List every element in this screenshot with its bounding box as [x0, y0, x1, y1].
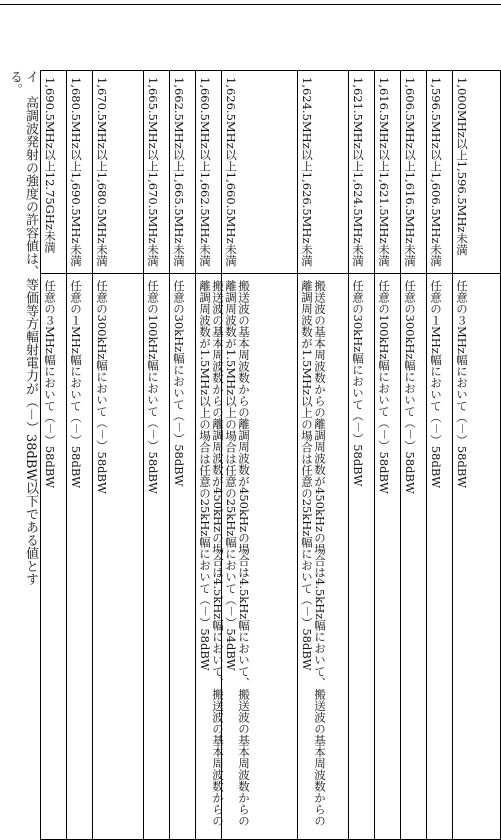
limit-row: [41, 273, 501, 839]
spurious-emission-table: [40, 70, 501, 840]
emission-limit-cell: 搬送波の基本周波数からの離調周波数が450kHzの場合は4.5kHz幅において、搬送波の基本周波数からの離調周波数が1.5MHz以上の場合は任意の25kHz幅において（－）54dBW: [222, 274, 252, 839]
frequency-range-cell: 1,621.5MHz以上1,624.5MHz未満: [349, 71, 366, 273]
frequency-range-cell: 1,616.5MHz以上1,621.5MHz未満: [375, 71, 392, 273]
frequency-range-cell: 1,000MHz以上1,596.5MHz未満: [453, 71, 470, 262]
emission-limit-cell: 搬送波の基本周波数からの離調周波数が450kHzの場合は4.5kHz幅において、搬送波の基本周波数からの離調周波数が1.5MHz以上の場合は任意の25kHz幅において（－）58dBW: [298, 274, 328, 839]
note-line-2: る。: [7, 70, 22, 96]
frequency-range-cell: 1,690.5MHz以上12.75GHz未満: [41, 71, 58, 259]
frequency-range-cell: 1,606.5MHz以上1,616.5MHz未満: [401, 71, 418, 273]
frequency-range-cell: 1,624.5MHz以上1,626.5MHz未満: [298, 71, 315, 273]
harmonic-emission-note: [0, 70, 38, 560]
emission-limit-cell: 任意の３MHz幅において（－）58dBW: [453, 274, 470, 494]
emission-limit-cell: 任意の30kHz幅において（－）58dBW: [349, 274, 366, 492]
emission-limit-cell: 任意の１MHz幅において（－）58dBW: [427, 274, 444, 494]
frequency-range-cell: 1,596.5MHz以上1,606.5MHz未満: [427, 71, 444, 273]
emission-limit-cell: 任意の300kHz幅において（－）58dBW: [93, 274, 110, 500]
emission-limit-cell: 任意の30kHz幅において（－）58dBW: [170, 274, 187, 492]
emission-limit-cell: 任意の100kHz幅において（－）58dBW: [144, 274, 161, 500]
note-line-1: イ 高調波発射の強度の許容値は、等価等方輻射電力が（－）38dBW以下である値とす: [23, 70, 38, 586]
emission-limit-cell: 任意の１MHz幅において（－）58dBW: [67, 274, 84, 494]
frequency-range-cell: 1,662.5MHz以上1,665.5MHz未満: [170, 71, 187, 273]
frequency-range-cell: 1,680.5MHz以上1,690.5MHz未満: [67, 71, 84, 273]
emission-limit-cell: 任意の100kHz幅において（－）58dBW: [375, 274, 392, 500]
range-row: [41, 71, 501, 274]
emission-limit-cell: 任意の３MHz幅において（－）58dBW: [41, 274, 58, 494]
frequency-range-cell: 1,626.5MHz以上1,660.5MHz未満: [222, 71, 239, 273]
emission-limit-cell: 搬送波の基本周波数からの離調周波数が450kHzの場合は4.5kHz幅において、搬送波の基本周波数からの離調周波数が1.5MHz以上の場合は任意の25kHz幅において（－）58dBW: [196, 274, 226, 839]
frequency-range-cell: 1,670.5MHz以上1,680.5MHz未満: [93, 71, 110, 273]
frequency-range-cell: 1,665.5MHz以上1,670.5MHz未満: [144, 71, 161, 273]
top-rule: [0, 4, 501, 5]
emission-limit-cell: 任意の300kHz幅において（－）58dBW: [401, 274, 418, 500]
frequency-range-cell: 1,660.5MHz以上1,662.5MHz未満: [196, 71, 213, 273]
